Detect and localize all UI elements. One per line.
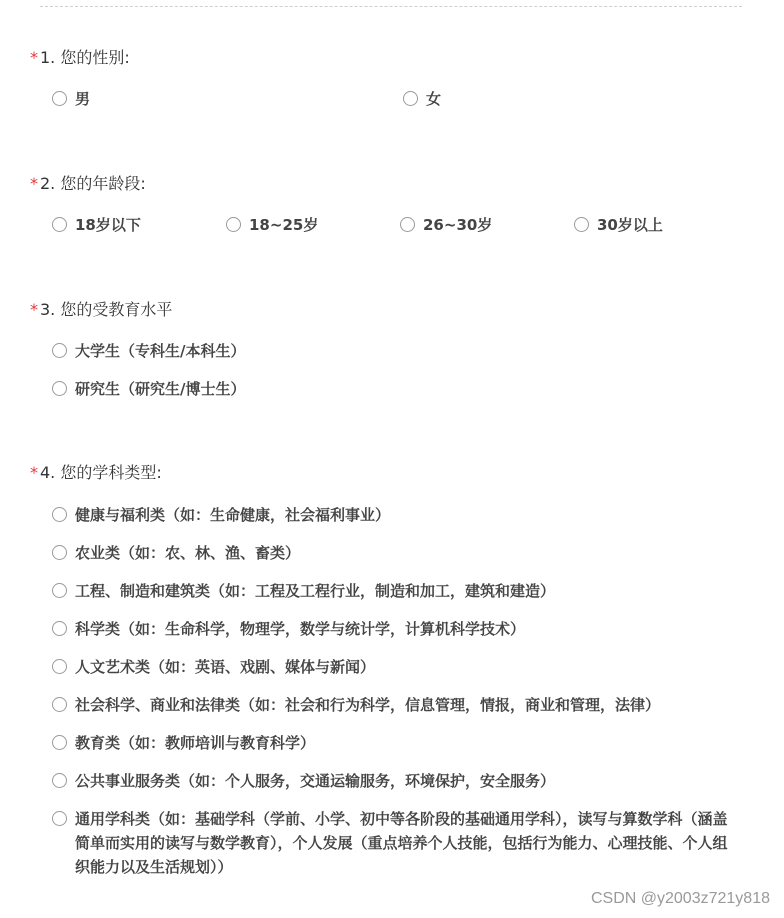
option-label: 18岁以下 [75, 216, 141, 234]
option-label: 工程、制造和建筑类（如：工程及工程行业，制造和加工，建筑和建造） [75, 582, 556, 600]
question-title [30, 463, 162, 483]
option-label: 30岁以上 [597, 216, 663, 234]
radio-button[interactable] [52, 659, 67, 674]
radio-option-agriculture[interactable] [52, 543, 300, 563]
radio-option-engineering[interactable] [52, 581, 555, 601]
radio-option-female[interactable] [403, 89, 441, 109]
required-mark: * [30, 300, 38, 319]
question-title [30, 174, 146, 194]
radio-button[interactable] [52, 583, 67, 598]
option-label: 18~25岁 [249, 216, 319, 234]
radio-option-age-under-18[interactable] [52, 215, 141, 235]
radio-option-undergraduate[interactable] [52, 341, 245, 361]
radio-button[interactable] [52, 697, 67, 712]
radio-option-age-18-25[interactable] [226, 215, 318, 235]
radio-option-graduate[interactable] [52, 379, 245, 399]
question-title [30, 48, 130, 68]
radio-option-humanities-arts[interactable] [52, 657, 375, 677]
radio-option-education[interactable] [52, 733, 315, 753]
radio-button[interactable] [52, 381, 67, 396]
required-mark: * [30, 48, 38, 67]
radio-option-male[interactable] [52, 89, 90, 109]
option-label: 社会科学、商业和法律类（如：社会和行为科学，信息管理，情报，商业和管理，法律） [75, 696, 661, 714]
radio-button[interactable] [574, 217, 589, 232]
option-label: 女 [426, 90, 442, 108]
option-label: 公共事业服务类（如：个人服务，交通运输服务，环境保护，安全服务） [75, 772, 556, 790]
option-label: 农业类（如：农、林、渔、畜类） [75, 544, 301, 562]
option-label: 人文艺术类（如：英语、戏剧、媒体与新闻） [75, 658, 376, 676]
radio-option-age-26-30[interactable] [400, 215, 492, 235]
radio-button[interactable] [52, 343, 67, 358]
radio-button[interactable] [52, 773, 67, 788]
radio-button[interactable] [52, 91, 67, 106]
question-title [30, 300, 172, 320]
radio-button[interactable] [400, 217, 415, 232]
option-label: 研究生（研究生/博士生） [75, 380, 246, 398]
required-mark: * [30, 463, 38, 482]
radio-option-age-over-30[interactable] [574, 215, 663, 235]
radio-option-health-welfare[interactable] [52, 505, 390, 525]
option-label: 通用学科类（如：基础学科（学前、小学、初中等各阶段的基础通用学科），读写与算数学科（涵盖简单而实用的读写与数学教育），个人发展（重点培养个人技能，包括行为能力、心理技能、个人组织能力以及生活规划）） [75, 810, 728, 876]
radio-button[interactable] [52, 735, 67, 750]
option-label: 大学生（专科生/本科生） [75, 342, 246, 360]
top-divider [40, 6, 742, 7]
radio-option-science[interactable] [52, 619, 525, 639]
question-title-text: 3. 您的受教育水平 [40, 300, 173, 319]
question-title-text: 1. 您的性别: [40, 48, 130, 67]
radio-button[interactable] [52, 507, 67, 522]
radio-button[interactable] [52, 217, 67, 232]
radio-button[interactable] [52, 811, 67, 826]
option-label: 男 [75, 90, 91, 108]
radio-button[interactable] [52, 545, 67, 560]
radio-button[interactable] [403, 91, 418, 106]
option-label: 科学类（如：生命科学，物理学，数学与统计学，计算机科学技术） [75, 620, 526, 638]
radio-option-public-service[interactable] [52, 771, 555, 791]
option-label: 教育类（如：教师培训与教育科学） [75, 734, 316, 752]
watermark: CSDN @y2003z721y818 [590, 890, 770, 907]
question-title-text: 4. 您的学科类型: [40, 463, 162, 482]
option-label: 健康与福利类（如：生命健康，社会福利事业） [75, 506, 391, 524]
option-label: 26~30岁 [423, 216, 493, 234]
radio-option-social-science[interactable] [52, 695, 660, 715]
required-mark: * [30, 174, 38, 193]
radio-option-general-studies[interactable] [52, 809, 735, 879]
radio-button[interactable] [226, 217, 241, 232]
question-title-text: 2. 您的年龄段: [40, 174, 146, 193]
radio-button[interactable] [52, 621, 67, 636]
